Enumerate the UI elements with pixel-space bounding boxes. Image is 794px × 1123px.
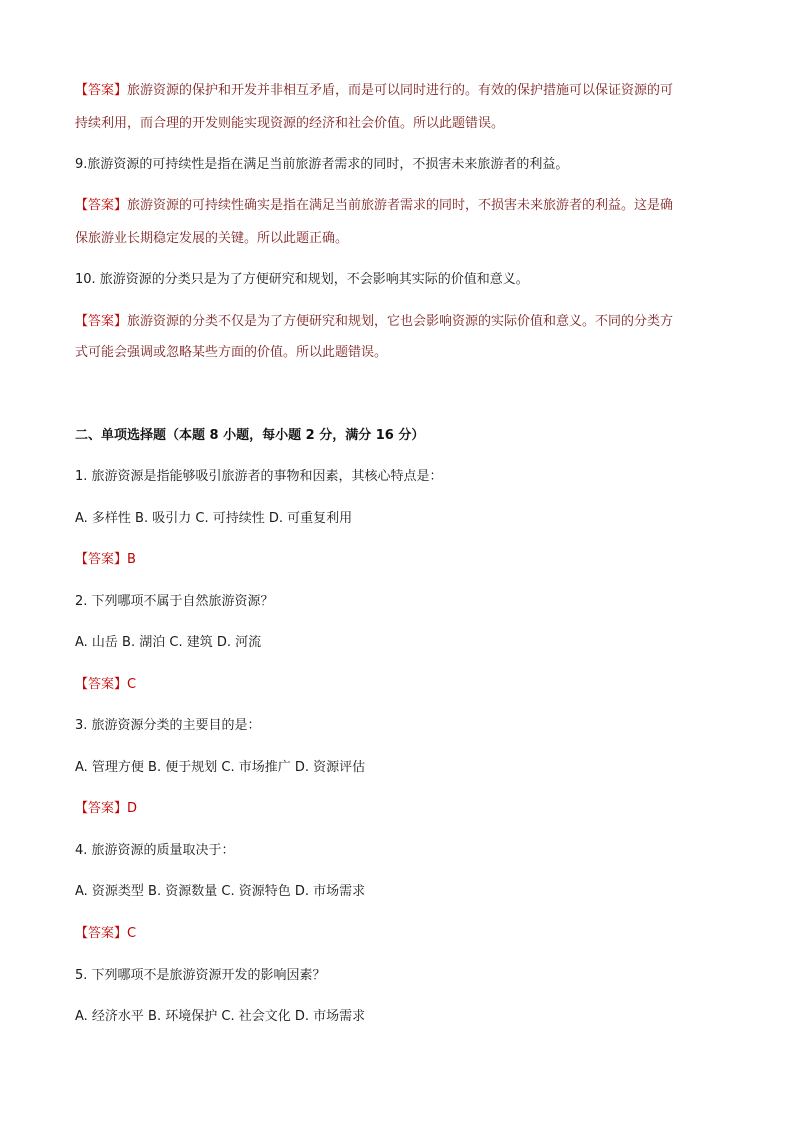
mcq-3-options: A. 管理方便 B. 便于规划 C. 市场推广 D. 资源评估 bbox=[75, 760, 366, 775]
mcq-1-options: A. 多样性 B. 吸引力 C. 可持续性 D. 可重复利用 bbox=[75, 511, 353, 526]
q10-answer-line1 bbox=[75, 313, 673, 331]
mcq-3-question: 3. 旅游资源分类的主要目的是： bbox=[75, 718, 261, 733]
answer-letter: C bbox=[127, 677, 137, 692]
q9-question: 9.旅游资源的可持续性是指在满足当前旅游者需求的同时，不损害未来旅游者的利益。 bbox=[75, 157, 569, 172]
mcq-5-options: A. 经济水平 B. 环境保护 C. 社会文化 D. 市场需求 bbox=[75, 1009, 366, 1024]
answer-tag: 【答案】 bbox=[75, 552, 128, 567]
answer-tag: 【答案】 bbox=[75, 801, 128, 816]
answer-tag: 【答案】 bbox=[75, 314, 128, 329]
mcq-3-answer bbox=[75, 800, 137, 818]
mcq-2-options: A. 山岳 B. 湖泊 C. 建筑 D. 河流 bbox=[75, 635, 262, 650]
answer-tag: 【答案】 bbox=[75, 677, 128, 692]
answer-letter: C bbox=[127, 926, 137, 941]
answer-tag: 【答案】 bbox=[75, 198, 128, 213]
answer-text: 旅游资源的分类不仅是为了方便研究和规划，它也会影响资源的实际价值和意义。不同的分类方 bbox=[127, 314, 674, 329]
q9-answer-line1 bbox=[75, 197, 673, 215]
answer-letter: B bbox=[127, 552, 136, 567]
mcq-2-question: 2. 下列哪项不属于自然旅游资源？ bbox=[75, 594, 274, 609]
answer-text: 旅游资源的可持续性确实是指在满足当前旅游者需求的同时，不损害未来旅游者的利益。这是确 bbox=[127, 198, 674, 213]
answer-tag: 【答案】 bbox=[75, 926, 128, 941]
answer-tag: 【答案】 bbox=[75, 83, 128, 98]
mcq-4-question: 4. 旅游资源的质量取决于： bbox=[75, 843, 235, 858]
mcq-1-question: 1. 旅游资源是指能够吸引旅游者的事物和因素，其核心特点是： bbox=[75, 469, 443, 484]
answer-text: 旅游资源的保护和开发并非相互矛盾，而是可以同时进行的。有效的保护措施可以保证资源的可 bbox=[127, 83, 674, 98]
q8-answer-line2: 持续利用，而合理的开发则能实现资源的经济和社会价值。所以此题错误。 bbox=[75, 116, 505, 131]
answer-letter: D bbox=[127, 801, 138, 816]
mcq-5-question: 5. 下列哪项不是旅游资源开发的影响因素？ bbox=[75, 968, 326, 983]
q8-answer-line1 bbox=[75, 82, 673, 100]
mcq-4-answer bbox=[75, 925, 136, 943]
q10-question: 10. 旅游资源的分类只是为了方便研究和规划，不会影响其实际的价值和意义。 bbox=[75, 272, 529, 287]
q10-answer-line2: 式可能会强调或忽略某些方面的价值。所以此题错误。 bbox=[75, 345, 388, 360]
mcq-2-answer bbox=[75, 676, 136, 694]
mcq-1-answer bbox=[75, 551, 136, 569]
section-title: 二、单项选择题（本题 8 小题，每小题 2 分，满分 16 分） bbox=[75, 428, 425, 443]
mcq-4-options: A. 资源类型 B. 资源数量 C. 资源特色 D. 市场需求 bbox=[75, 884, 366, 899]
q9-answer-line2: 保旅游业长期稳定发展的关键。所以此题正确。 bbox=[75, 231, 349, 246]
